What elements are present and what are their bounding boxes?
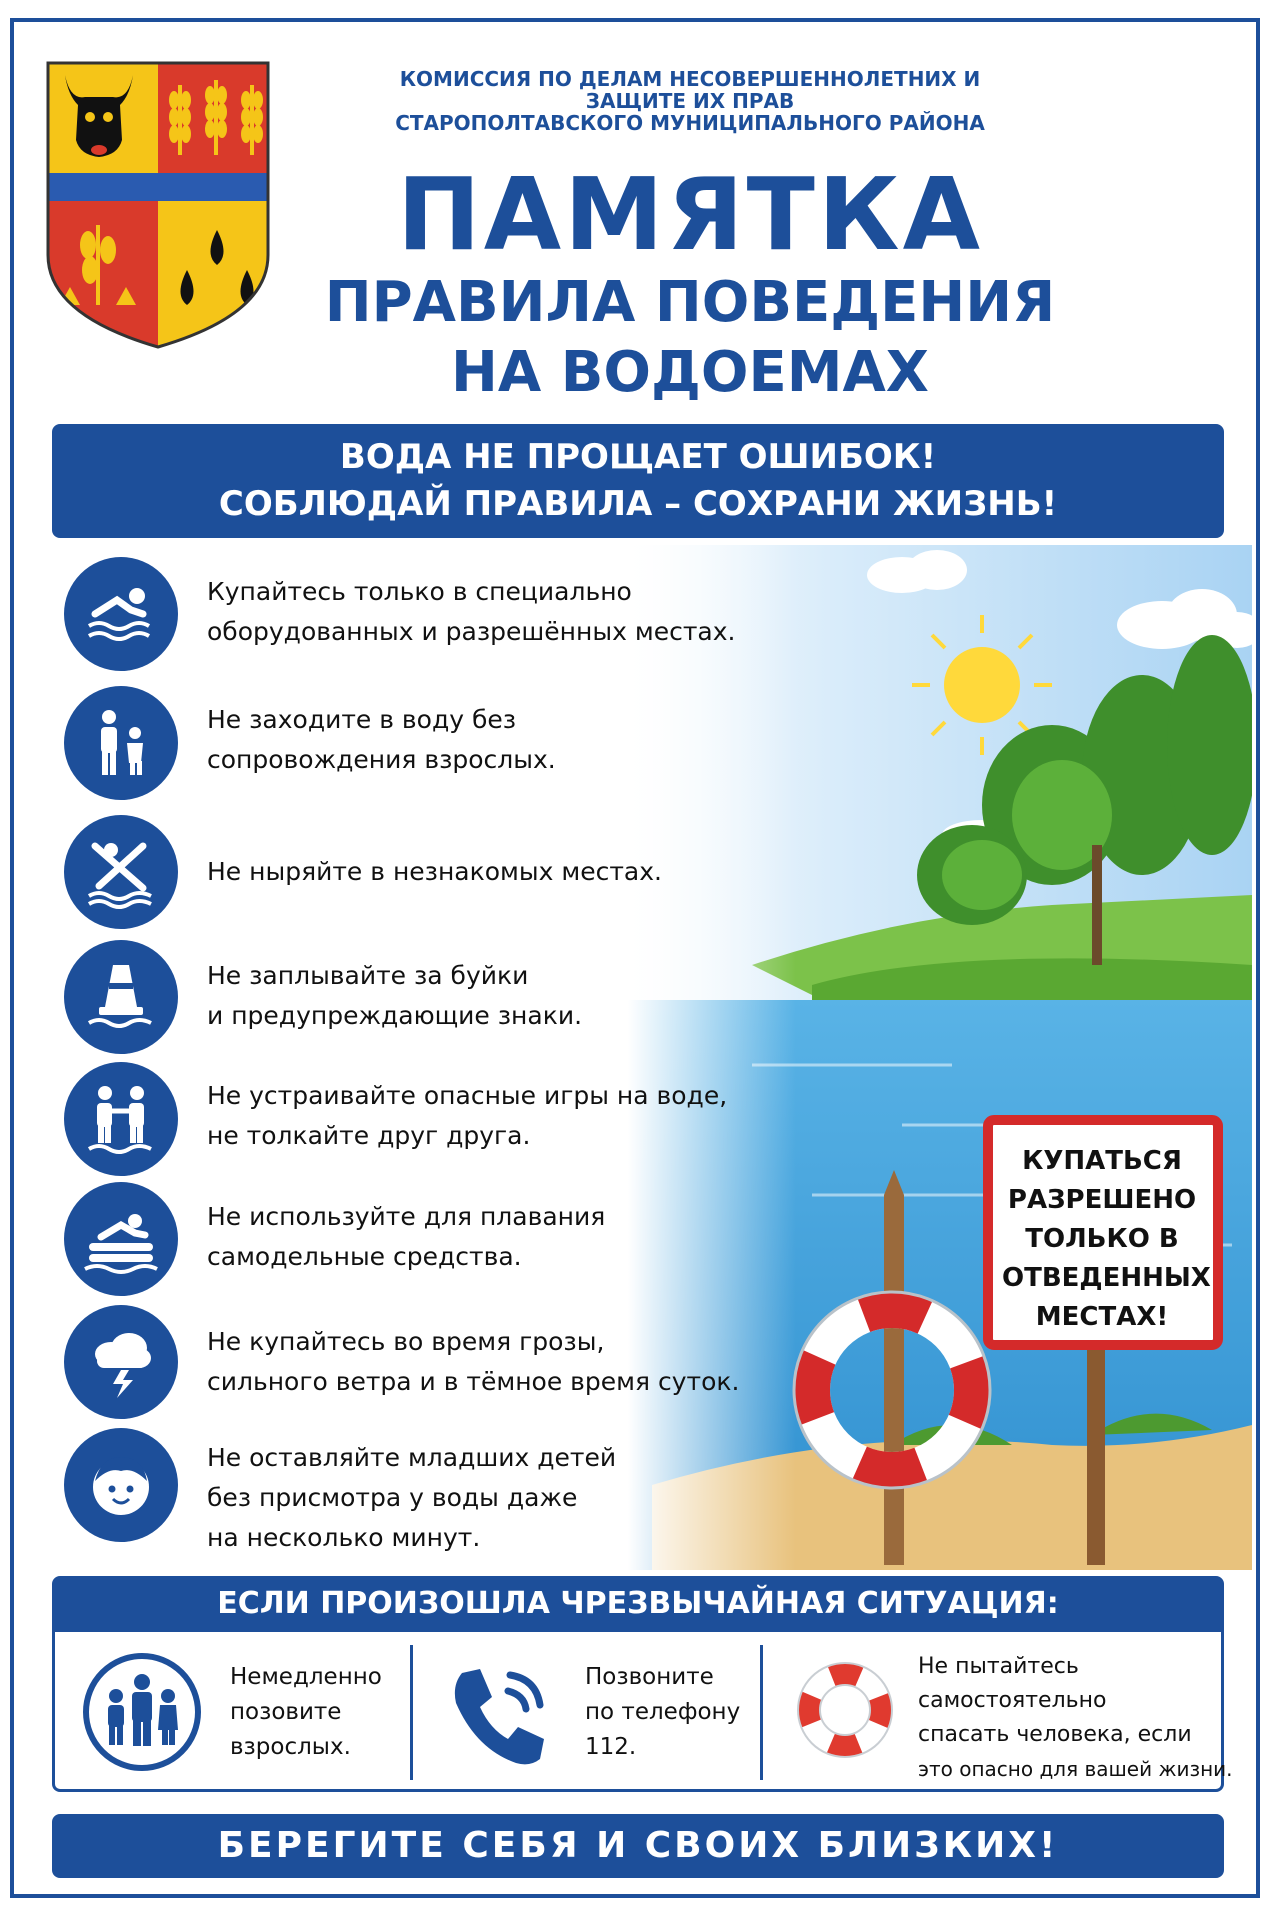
commission-line-3: СТАРОПОЛТАВСКОГО МУНИЦИПАЛЬНОГО РАЙОНА bbox=[395, 111, 985, 135]
subtitle-line-1: ПРАВИЛА ПОВЕДЕНИЯ bbox=[324, 270, 1056, 335]
rule-item bbox=[207, 700, 767, 780]
rule-3-line-1: Не ныряйте в незнакомых местах. bbox=[207, 857, 662, 886]
divider bbox=[410, 1645, 413, 1780]
rule-6-line-1: Не используйте для плавания bbox=[207, 1202, 606, 1231]
rule-item bbox=[207, 852, 767, 892]
rule-2-line-1: Не заходите в воду без bbox=[207, 705, 517, 734]
rule-6-line-2: самодельные средства. bbox=[207, 1242, 522, 1271]
rule-1-line-2: оборудованных и разрешённых местах. bbox=[207, 617, 736, 646]
emergency-item-1 bbox=[230, 1660, 382, 1765]
rule-7-line-2: сильного ветра и в тёмное время суток. bbox=[207, 1367, 740, 1396]
rule-item bbox=[207, 1076, 767, 1156]
slogan-line-1: ВОДА НЕ ПРОЩАЕТ ОШИБОК! bbox=[339, 437, 937, 477]
beach-sign bbox=[1002, 1142, 1211, 1337]
rule-2-line-2: сопровождения взрослых. bbox=[207, 745, 556, 774]
adult-child-icon bbox=[64, 686, 178, 800]
footer-banner: БЕРЕГИТЕ СЕБЯ И СВОИХ БЛИЗКИХ! bbox=[52, 1814, 1224, 1878]
page-subtitle bbox=[290, 268, 1090, 408]
raft-icon bbox=[64, 1182, 178, 1296]
lake-scene-illustration bbox=[52, 545, 1252, 1570]
storm-icon bbox=[64, 1305, 178, 1419]
buoy-icon bbox=[64, 940, 178, 1054]
rule-item bbox=[207, 956, 767, 1036]
sign-line-4: ОТВЕДЕННЫХ bbox=[1002, 1263, 1211, 1293]
rule-8-line-2: без присмотра у воды даже bbox=[207, 1483, 578, 1512]
rule-4-line-2: и предупреждающие знаки. bbox=[207, 1001, 583, 1030]
commission-name bbox=[330, 68, 1050, 134]
em-1-line-1: Немедленно bbox=[230, 1664, 382, 1690]
no-diving-icon bbox=[64, 815, 178, 929]
rule-item bbox=[207, 1322, 767, 1402]
em-3-line-1: Не пытайтесь bbox=[918, 1654, 1079, 1679]
child-face-icon bbox=[64, 1428, 178, 1542]
rule-item bbox=[207, 572, 767, 652]
rule-item bbox=[207, 1438, 767, 1558]
em-2-line-1: Позвоните bbox=[585, 1664, 714, 1690]
rule-8-line-1: Не оставляйте младших детей bbox=[207, 1443, 617, 1472]
rule-item bbox=[207, 1197, 767, 1277]
rule-5-line-2: не толкайте друг друга. bbox=[207, 1121, 531, 1150]
commission-line-2: ЗАЩИТЕ ИХ ПРАВ bbox=[585, 89, 795, 113]
em-3-line-4: это опасно для вашей жизни. bbox=[918, 1757, 1233, 1781]
slogan-banner bbox=[52, 424, 1224, 538]
emergency-item-2 bbox=[585, 1660, 740, 1765]
em-2-line-2: по телефону bbox=[585, 1699, 741, 1725]
commission-line-1: КОМИССИЯ ПО ДЕЛАМ НЕСОВЕРШЕННОЛЕТНИХ И bbox=[399, 67, 981, 91]
family-icon bbox=[82, 1652, 202, 1772]
pushing-icon bbox=[64, 1062, 178, 1176]
em-2-line-3: 112. bbox=[585, 1734, 637, 1760]
sign-line-1: КУПАТЬСЯ bbox=[1022, 1146, 1182, 1176]
em-1-line-2: позовите bbox=[230, 1699, 342, 1725]
coat-of-arms-icon bbox=[40, 55, 276, 355]
sign-line-5: МЕСТАХ! bbox=[1035, 1302, 1169, 1332]
page-title: ПАМЯТКА bbox=[397, 156, 983, 273]
sign-line-3: ТОЛЬКО В bbox=[1025, 1224, 1179, 1254]
swimmer-icon bbox=[64, 557, 178, 671]
emergency-item-3 bbox=[918, 1650, 1233, 1786]
lifebuoy-icon bbox=[790, 1655, 900, 1765]
phone-icon bbox=[440, 1655, 560, 1775]
emergency-title: ЕСЛИ ПРОИЗОШЛА ЧРЕЗВЫЧАЙНАЯ СИТУАЦИЯ: bbox=[52, 1576, 1224, 1632]
rule-4-line-1: Не заплывайте за буйки bbox=[207, 961, 529, 990]
rule-5-line-1: Не устраивайте опасные игры на воде, bbox=[207, 1081, 728, 1110]
slogan-line-2: СОБЛЮДАЙ ПРАВИЛА – СОХРАНИ ЖИЗНЬ! bbox=[218, 484, 1058, 524]
divider bbox=[760, 1645, 763, 1780]
rule-7-line-1: Не купайтесь во время грозы, bbox=[207, 1327, 605, 1356]
rule-1-line-1: Купайтесь только в специально bbox=[207, 577, 632, 606]
subtitle-line-2: НА ВОДОЕМАХ bbox=[451, 340, 929, 405]
sign-line-2: РАЗРЕШЕНО bbox=[1007, 1185, 1197, 1215]
em-3-line-2: самостоятельно bbox=[918, 1688, 1107, 1713]
em-3-line-3: спасать человека, если bbox=[918, 1722, 1192, 1747]
rule-8-line-3: на несколько минут. bbox=[207, 1523, 481, 1552]
em-1-line-3: взрослых. bbox=[230, 1734, 351, 1760]
